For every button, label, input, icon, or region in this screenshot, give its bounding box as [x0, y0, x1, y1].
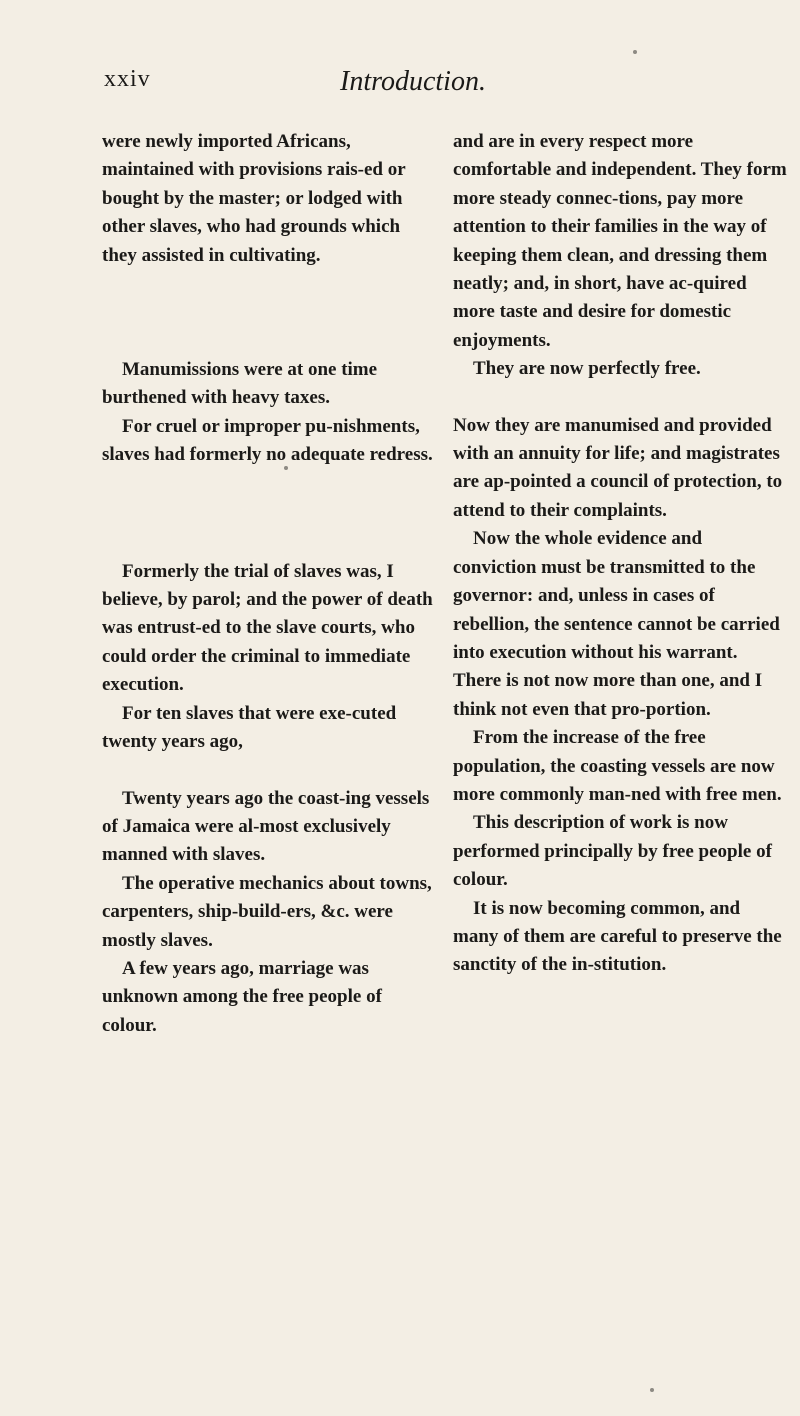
left-paragraph-4: Formerly the trial of slaves was, I believe, by parol; and the power of death was entrust-ed to the slave courts, who could order the criminal to immediate execution. — [102, 560, 433, 696]
right-paragraph-7: This description of work is now performed principally by free people of colour. — [453, 812, 772, 891]
right-paragraph-1: and are in every respect more comfortable and independent. They form more steady connec-tions, pay more attention to their families in the way of keeping them clean, and dressing them neatly; and, in short, have ac-quired more taste and desire for domestic enjoyments. — [453, 131, 787, 351]
right-paragraph-2: They are now perfectly free. — [473, 358, 701, 380]
left-paragraph-3: For cruel or improper pu-nishments, slaves had formerly no adequate redress. — [102, 415, 433, 466]
paper-blemish — [650, 1388, 654, 1392]
right-paragraph-6: From the increase of the free population, the coasting vessels are now more commonly man-ned with free men. — [453, 727, 782, 805]
left-paragraph-7: The operative mechanics about towns, carpenters, ship-build-ers, &c. were mostly slaves. — [102, 872, 432, 951]
left-paragraph-8: A few years ago, marriage was unknown among the free people of colour. — [102, 957, 382, 1036]
right-column — [453, 128, 789, 980]
right-paragraph-8: It is now becoming common, and many of them are careful to preserve the sanctity of the in-stitution. — [453, 897, 782, 976]
left-column — [102, 128, 434, 1040]
left-paragraph-2: Manumissions were at one time burthened with heavy taxes. — [102, 359, 378, 409]
paper-blemish — [284, 466, 288, 470]
left-paragraph-1: were newly imported Africans, maintained with provisions rais-ed or bought by the master; or lodged with other slaves, who had grounds which they assisted in cultivating. — [102, 131, 406, 266]
paper-blemish — [633, 50, 637, 54]
right-paragraph-3: Now they are manumised and provided with an annuity for life; and magistrates are ap-pointed a council of protection, to attend to their complaints. — [453, 414, 783, 521]
page-header — [0, 66, 800, 106]
running-title: Introduction. — [340, 66, 486, 97]
right-paragraph-4: Now the whole evidence and conviction must be transmitted to the governor: and, unless in cases of rebellion, the sentence cannot be carried into execution without his warrant. — [453, 528, 780, 663]
left-paragraph-5: For ten slaves that were exe-cuted twenty years ago, — [102, 702, 397, 753]
left-paragraph-6: Twenty years ago the coast-ing vessels of Jamaica were al-most exclusively manned with slaves. — [102, 787, 430, 866]
page-number: xxiv — [104, 66, 151, 92]
right-paragraph-5: There is not now more than one, and I think not even that pro-portion. — [453, 670, 763, 720]
